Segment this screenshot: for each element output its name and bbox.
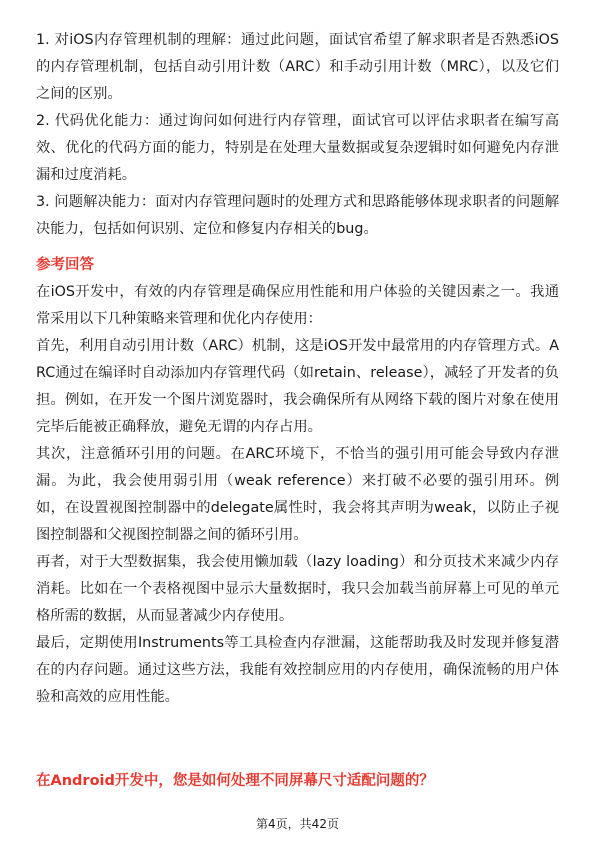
point-item: 2. 代码优化能力：通过询问如何进行内存管理，面试官可以评估求职者在编写高效、优化的代码方面的能力，特别是在处理大量数据或复杂逻辑时如何避免内存泄漏和过度消耗。 xyxy=(36,113,559,183)
next-question-heading: 在Android开发中，您是如何处理不同屏幕尺寸适配问题的？ xyxy=(36,773,434,789)
answer-paragraph: 其次，注意循环引用的问题。在ARC环境下，不恰当的强引用可能会导致内存泄漏。为此，我会使用弱引用（weak reference）来打破不必要的强引用环。例如，在设置视图控制器中的delegate属性时，我会将其声明为weak，以防止子视图控制器和父视图控制器之间的循环引用。 xyxy=(36,446,559,543)
answer-paragraph: 首先，利用自动引用计数（ARC）机制，这是iOS开发中最常用的内存管理方式。ARC通过在编译时自动添加内存管理代码（如retain、release），减轻了开发者的负担。例如，在开发一个图片浏览器时，我会确保所有从网络下载的图片对象在使用完毕后能被正确释放，避免无谓的内存占用。 xyxy=(36,338,559,435)
answer-paragraph: 再者，对于大型数据集，我会使用懒加载（lazy loading）和分页技术来减少内存消耗。比如在一个表格视图中显示大量数据时，我只会加载当前屏幕上可见的单元格所需的数据，从而显著减少内存使用。 xyxy=(36,554,559,624)
answer-heading: 参考回答 xyxy=(36,257,94,273)
page-footer: 第4页，共42页 xyxy=(256,817,339,831)
answer-paragraph: 在iOS开发中，有效的内存管理是确保应用性能和用户体验的关键因素之一。我通常采用以下几种策略来管理和优化内存使用： xyxy=(36,284,559,327)
content-body xyxy=(36,27,559,711)
answer-paragraph: 最后，定期使用Instruments等工具检查内存泄漏，这能帮助我及时发现并修复潜在的内存问题。通过这些方法，我能有效控制应用的内存使用，确保流畅的用户体验和高效的应用性能。 xyxy=(36,635,559,705)
point-item: 1. 对iOS内存管理机制的理解：通过此问题，面试官希望了解求职者是否熟悉iOS的内存管理机制，包括自动引用计数（ARC）和手动引用计数（MRC），以及它们之间的区别。 xyxy=(36,32,559,102)
point-item: 3. 问题解决能力：面对内存管理问题时的处理方式和思路能够体现求职者的问题解决能力，包括如何识别、定位和修复内存相关的bug。 xyxy=(36,194,559,237)
